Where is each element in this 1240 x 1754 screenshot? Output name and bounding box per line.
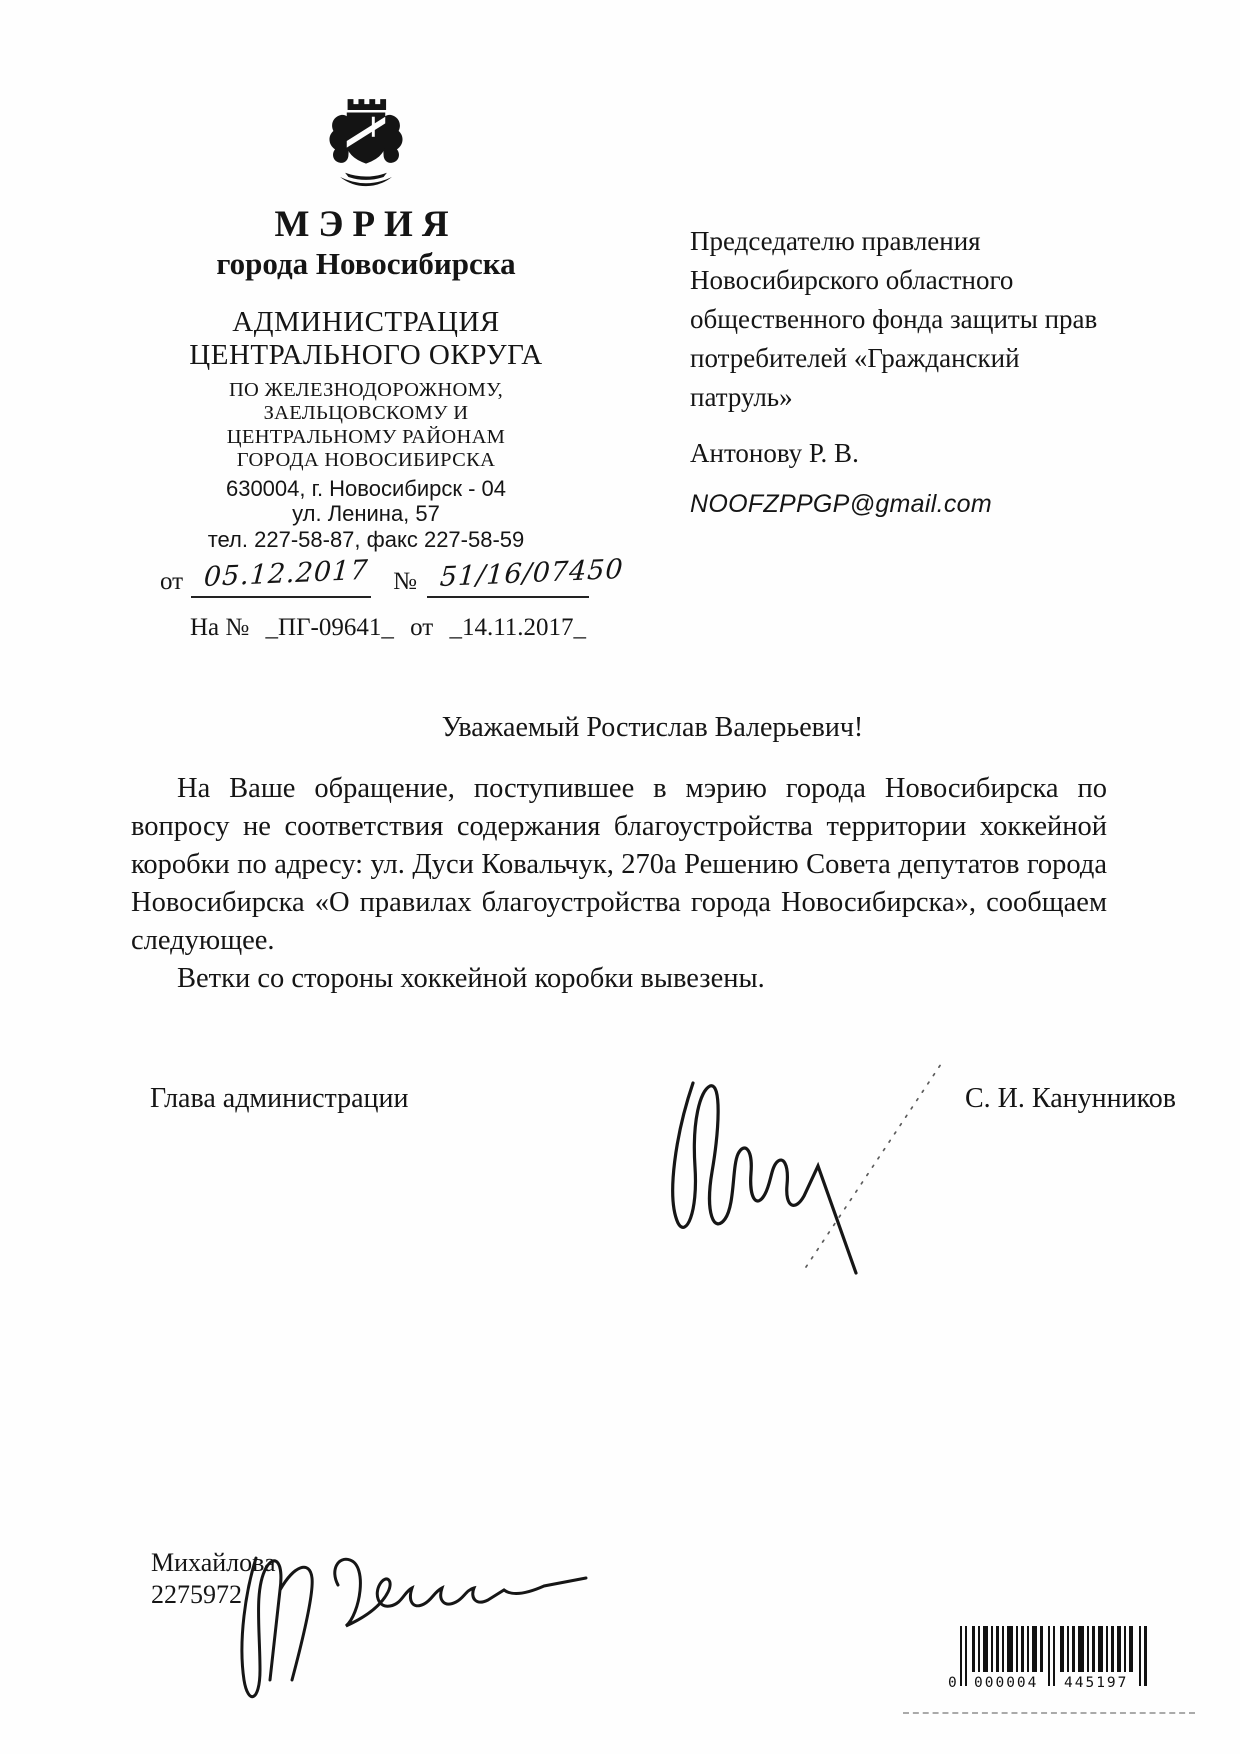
salutation: Уважаемый Ростислав Валерьевич! — [441, 712, 864, 743]
division-line1: АДМИНИСТРАЦИЯ — [232, 306, 500, 339]
reply-number: _ПГ-09641_ — [265, 614, 394, 641]
address-line: тел. 227-58-87, факс 227-58-59 — [207, 526, 525, 552]
barcode — [948, 1626, 1153, 1697]
district-line: ГОРОДА НОВОСИБИРСКА — [236, 449, 496, 472]
head-signature — [598, 1035, 968, 1275]
address-line: 630004, г. Новосибирск - 04 — [225, 475, 507, 501]
body-paragraph-2: Ветки со стороны хоккейной коробки вывезены. — [177, 963, 765, 994]
barcode-digits-left: 000004 — [974, 1675, 1039, 1691]
district-line: ПО ЖЕЛЕЗНОДОРОЖНОМУ, — [228, 379, 504, 402]
barcode-digit-lead: 0 — [948, 1675, 959, 1691]
handwritten-date: 05.12.2017 — [203, 554, 370, 593]
body-paragraph-1: На Ваше обращение, поступившее в мэрию города Новосибирска по вопросу не соответствия содержания благоустройства территории хоккейной коробки по адресу: ул. Дуси Ковальчук, 270а Решению Совета депутатов города Новосибирска «О правилах благоустройства города Новосибирска», сообщаем следующее. — [131, 773, 1107, 956]
handwritten-number: 51/16/07450 — [438, 553, 625, 593]
recipient-line: Новосибирского областного — [690, 265, 1014, 295]
districts-list — [148, 379, 584, 472]
recipient-line: потребителей «Гражданский — [690, 343, 1020, 373]
reply-ot-label: от — [410, 614, 434, 641]
division-name — [148, 306, 584, 372]
reply-label: На № — [190, 614, 250, 641]
signer-position: Глава администрации — [150, 1083, 409, 1114]
reply-reference-row — [190, 614, 596, 642]
date-field — [191, 556, 371, 598]
novosibirsk-emblem-icon — [320, 96, 412, 196]
letterhead — [148, 96, 584, 552]
executor-phone: 2275972 — [151, 1580, 242, 1609]
recipient-block — [690, 222, 1110, 417]
letter-body — [131, 770, 1107, 998]
number-field — [427, 553, 625, 598]
recipient-line: общественного фонда защиты прав — [690, 304, 1098, 334]
address-line: ул. Ленина, 57 — [292, 501, 440, 527]
barcode-bars — [948, 1626, 1153, 1692]
postal-address — [148, 476, 584, 553]
executor-signature — [210, 1528, 610, 1713]
reply-date: _14.11.2017_ — [449, 614, 587, 641]
signer-name: С. И. Канунников — [965, 1083, 1176, 1114]
org-name-line1: МЭРИЯ — [274, 204, 458, 245]
recipient-name: Антонову Р. В. — [690, 438, 859, 468]
org-name-line2: города Новосибирска — [216, 245, 516, 281]
barcode-digits-right: 445197 — [1064, 1675, 1129, 1691]
district-line: ЗАЕЛЬЦОВСКОМУ И — [263, 402, 469, 425]
tear-line — [903, 1712, 1195, 1714]
recipient-email: NOOFZPPGP@gmail.com — [690, 490, 992, 518]
number-label: № — [393, 568, 417, 595]
division-line2: ЦЕНТРАЛЬНОГО ОКРУГА — [189, 339, 543, 372]
district-line: ЦЕНТРАЛЬНОМУ РАЙОНАМ — [226, 425, 506, 448]
outgoing-reference-row — [160, 553, 625, 598]
recipient-line: патруль» — [690, 382, 793, 412]
date-label: от — [160, 568, 184, 595]
recipient-line: Председателю правления — [690, 226, 981, 256]
executor-name: Михайлова — [151, 1548, 276, 1577]
